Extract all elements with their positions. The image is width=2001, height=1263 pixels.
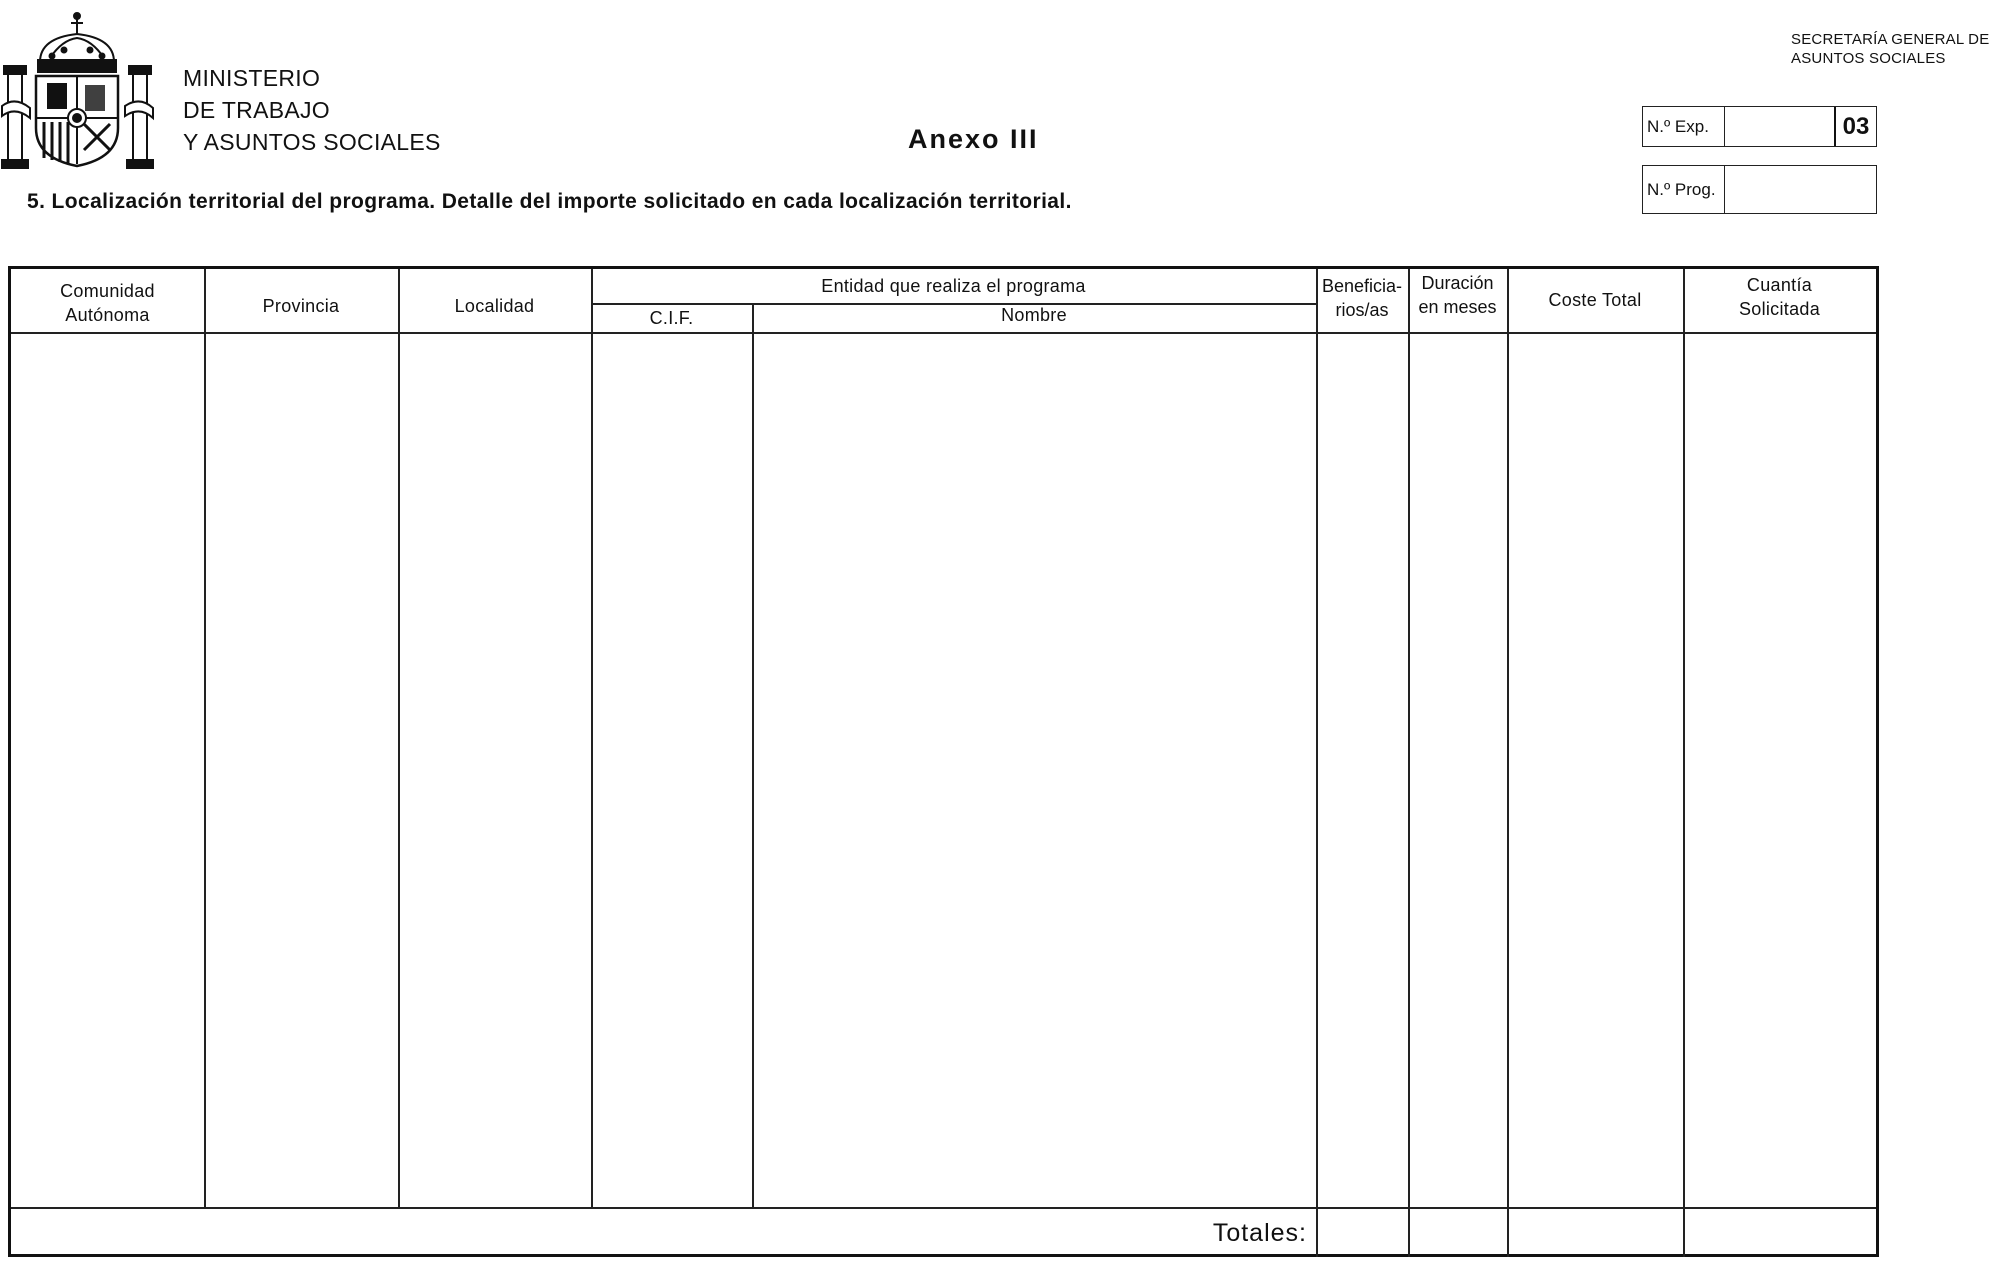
cell-cuantia-solicitada[interactable] xyxy=(1685,334,1876,1207)
header-cuantia-line-2: Solicitada xyxy=(1738,299,1821,319)
exp-code: 03 xyxy=(1834,107,1876,146)
header-cuantia-line-1: Cuantía xyxy=(1746,275,1813,295)
header-comunidad-line-1: Comunidad xyxy=(60,281,155,301)
section-title: 5. Localización territorial del programa. Detalle del importe solicitado en cada localización territorial. xyxy=(27,190,1072,213)
secretaria-line-2: ASUNTOS SOCIALES xyxy=(1791,50,1946,67)
header-duracion-line-1: Duración xyxy=(1421,273,1494,293)
cell-duracion[interactable] xyxy=(1410,334,1507,1207)
cell-provincia[interactable] xyxy=(206,334,398,1207)
prog-number-field[interactable] xyxy=(1725,166,1876,213)
territorial-table xyxy=(8,266,1879,1257)
total-duracion[interactable] xyxy=(1410,1209,1507,1254)
header-beneficiarios-line-2: rios/as xyxy=(1335,300,1389,320)
annex-title: Anexo III xyxy=(908,124,1039,154)
cell-cif[interactable] xyxy=(593,334,752,1207)
header-comunidad-line-2: Autónoma xyxy=(65,305,150,325)
ministry-name xyxy=(183,62,441,158)
exp-number-box xyxy=(1642,106,1877,147)
ministry-line-1: MINISTERIO xyxy=(183,65,321,91)
prog-number-box xyxy=(1642,165,1877,214)
cell-comunidad-autonoma[interactable] xyxy=(11,334,204,1207)
ministry-line-3: Y ASUNTOS SOCIALES xyxy=(183,129,441,155)
secretaria-general xyxy=(1791,30,2001,68)
exp-number-label: N.º Exp. xyxy=(1643,107,1725,146)
header-coste-total: Coste Total xyxy=(1548,290,1642,310)
total-beneficiarios[interactable] xyxy=(1318,1209,1408,1254)
total-cuantia[interactable] xyxy=(1685,1209,1876,1254)
header-beneficiarios-line-1: Beneficia- xyxy=(1321,276,1403,296)
header-cuantia-solicitada xyxy=(1683,273,1876,321)
totals-label: Totales: xyxy=(1212,1219,1307,1247)
coat-of-arms-icon xyxy=(0,10,155,170)
header-entidad: Entidad que realiza el programa xyxy=(821,276,1086,296)
secretaria-line-1: SECRETARÍA GENERAL DE xyxy=(1791,31,1990,48)
header-comunidad-autonoma xyxy=(11,279,204,327)
exp-number-field[interactable] xyxy=(1725,107,1876,146)
header-cif: C.I.F. xyxy=(649,308,694,328)
header-nombre: Nombre xyxy=(1001,305,1067,325)
header-beneficiarios xyxy=(1316,274,1408,322)
total-coste[interactable] xyxy=(1509,1209,1683,1254)
ministry-line-2: DE TRABAJO xyxy=(183,97,330,123)
header-localidad: Localidad xyxy=(454,296,535,316)
header-duracion-line-2: en meses xyxy=(1418,297,1497,317)
header-provincia: Provincia xyxy=(262,296,340,316)
cell-coste-total[interactable] xyxy=(1509,334,1683,1207)
cell-nombre[interactable] xyxy=(754,334,1316,1207)
header-duracion xyxy=(1408,271,1507,319)
prog-number-label: N.º Prog. xyxy=(1643,166,1725,213)
cell-localidad[interactable] xyxy=(400,334,591,1207)
cell-beneficiarios[interactable] xyxy=(1318,334,1408,1207)
